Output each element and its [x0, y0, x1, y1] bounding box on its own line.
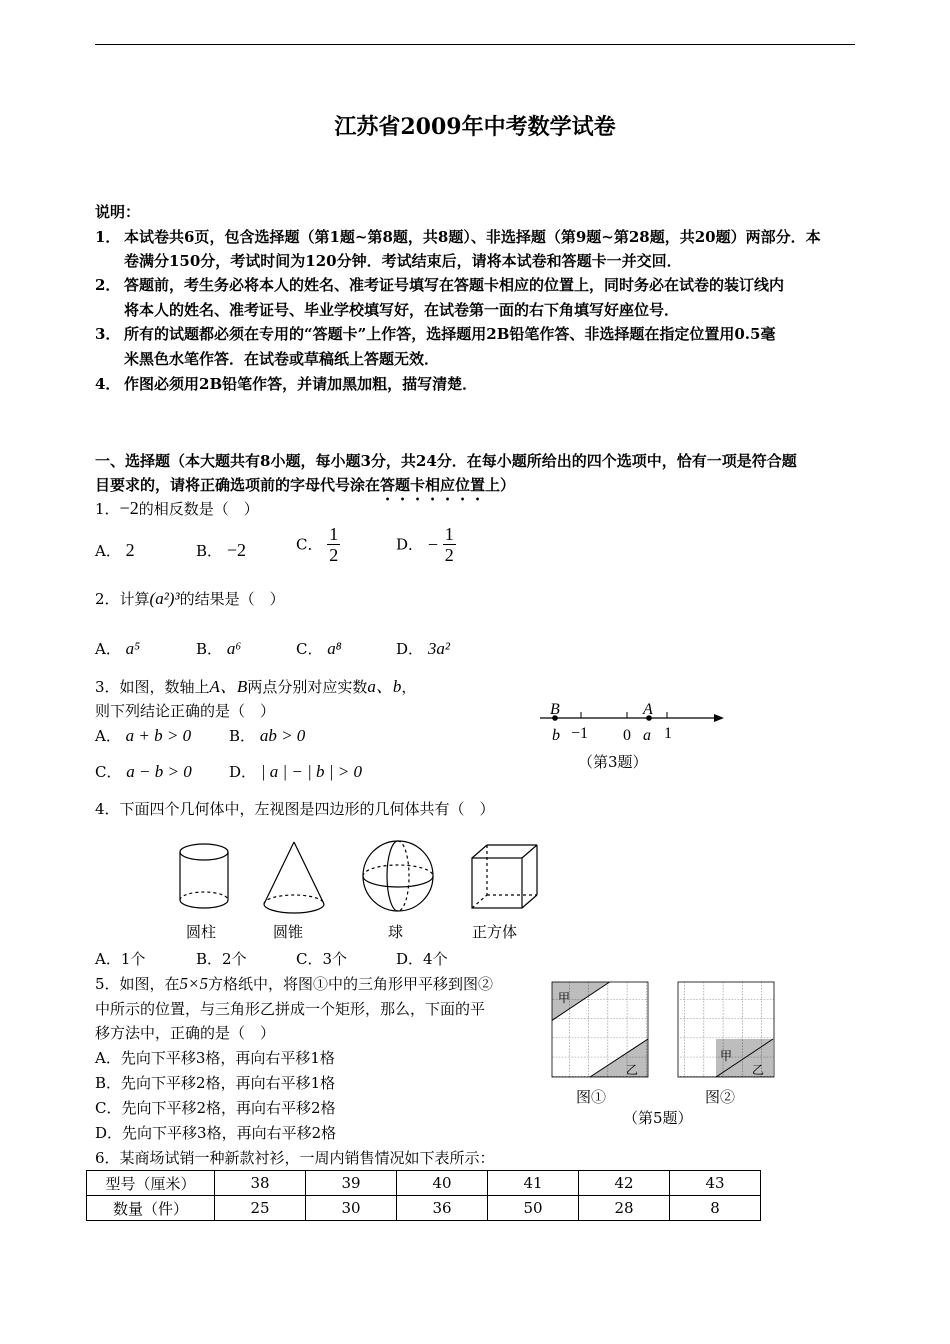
yi-label-2: 乙 [752, 1063, 765, 1077]
q2-stem-text: 的结果是（ ） [179, 590, 285, 608]
section1-line2-a: 目要求的，请将正确选项前的字母代号涂在 [95, 476, 381, 494]
q6-stem: 6．某商场试销一种新款衬衫，一周内销售情况如下表所示： [95, 1149, 495, 1167]
q4-option-d-value: 4个 [423, 950, 448, 968]
one-label: 1 [664, 725, 672, 742]
note-4-num: 4． [95, 375, 121, 393]
q1-option-c-fraction [327, 524, 340, 565]
solid-label-cylinder: 圆柱 [186, 923, 217, 941]
q3-option-c-value: a − b > 0 [126, 762, 192, 781]
q3-option-a [95, 724, 191, 748]
q5-line1-math: 5×5 [179, 974, 209, 993]
note-2-num: 2． [95, 276, 121, 294]
q3-number-line [536, 698, 736, 748]
note-3-line1: 所有的试题都必须在专用的“答题卡”上作答，选择题用2B铅笔作答、非选择题在指定位置用0.5毫 [124, 325, 776, 343]
q4-option-c-label: C． [296, 950, 323, 968]
q2-option-d-value: 3a² [427, 639, 450, 658]
solid-label-cube: 正方体 [472, 923, 518, 941]
q1-option-b [196, 538, 246, 563]
q1-math: −2 [119, 498, 139, 518]
q1-option-c-den: 2 [329, 545, 339, 565]
table-row [87, 1196, 761, 1221]
q4-option-b [196, 947, 247, 971]
q2-option-b [196, 637, 241, 661]
q5-line1-post: 方格纸中，将图①中的三角形甲平移到图② [208, 975, 494, 993]
q2-stem [95, 587, 285, 611]
q2-option-c-value: a⁸ [327, 639, 342, 658]
q2-option-a-label: A． [95, 640, 121, 658]
q1-option-d-label: D． [396, 535, 424, 554]
q3-option-d-label: D． [229, 763, 257, 781]
q1-option-b-value: −2 [226, 540, 246, 560]
point-a-label: A [643, 701, 653, 718]
cone-shape [264, 842, 324, 913]
q3-line1-math2: a、b [367, 677, 402, 696]
q5-option-c [95, 1096, 336, 1120]
table-row [87, 1171, 761, 1196]
q2-option-d [396, 637, 450, 661]
q2-math: (a²)³ [149, 589, 180, 608]
cube-shape [472, 845, 537, 908]
q2-number: 2．计算 [95, 590, 150, 608]
q1-option-a [95, 538, 135, 563]
q5-grid-figures [550, 980, 790, 1080]
solid-label-cone: 圆锥 [273, 923, 304, 941]
q5-figure-cap1: 图① [576, 1088, 607, 1106]
solid-label-sphere: 球 [388, 923, 404, 941]
table-row-head: 数量（件） [87, 1196, 215, 1221]
q1-option-d-sign: − [427, 534, 438, 555]
q5-option-d [95, 1121, 336, 1145]
q5-option-a [95, 1046, 335, 1070]
header-rule [95, 44, 855, 45]
q5-option-c-value: 先向下平移2格，再向右平移2格 [121, 1099, 336, 1117]
yi-label-1: 乙 [626, 1063, 639, 1077]
q3-line1 [95, 675, 416, 699]
q5-option-d-value: 先向下平移3格，再向右平移2格 [122, 1124, 337, 1142]
q2-option-d-label: D． [396, 640, 424, 658]
q1-number: 1． [95, 500, 120, 518]
sphere-shape [363, 841, 433, 911]
q5-option-c-label: C． [95, 1099, 122, 1117]
q4-option-c-value: 3个 [322, 950, 348, 968]
note-3-line2: 米黑色水笔作答．在试卷或草稿纸上答题无效． [124, 350, 440, 368]
table-cell: 38 [215, 1171, 306, 1196]
q2-option-a [95, 637, 140, 661]
q4-option-d-label: D． [396, 950, 424, 968]
q1-option-c [296, 524, 340, 565]
q2-option-b-value: a⁶ [226, 639, 242, 658]
notes-heading: 说明： [95, 203, 141, 221]
q1-option-d-den: 2 [444, 545, 454, 565]
q3-option-c-label: C． [95, 763, 122, 781]
q4-option-a-value: 1个 [120, 950, 146, 968]
q4-option-b-value: 2个 [222, 950, 247, 968]
q2-option-c [296, 637, 342, 661]
section1-line2-emph: 答题卡相应位置 [380, 476, 486, 494]
q3-option-b-label: B． [229, 727, 256, 745]
q2-option-c-label: C． [296, 640, 323, 658]
q3-line2: 则下列结论正确的是（ ） [95, 702, 276, 720]
value-b-label: b [552, 727, 560, 744]
table-cell: 40 [397, 1171, 488, 1196]
q4-option-b-label: B． [196, 950, 223, 968]
minus-one-label: −1 [571, 725, 589, 742]
q1-option-d-num: 1 [444, 524, 454, 544]
page-title: 江苏省2009年中考数学试卷 [334, 114, 616, 140]
section1-line1: 一、选择题（本大题共有8小题，每小题3分，共24分．在每小题所给出的四个选项中，恰有一项是符合题 [95, 452, 797, 470]
q5-option-a-label: A． [95, 1049, 121, 1067]
table-cell: 42 [579, 1171, 670, 1196]
jia-label-2: 甲 [720, 1049, 733, 1063]
q3-figure-caption: （第3题） [578, 753, 648, 771]
note-3-num: 3． [95, 325, 121, 343]
q6-sales-table [86, 1170, 761, 1221]
grid-figure-1 [552, 982, 648, 1077]
table-cell: 36 [397, 1196, 488, 1221]
note-1-line1: 本试卷共6页，包含选择题（第1题~第8题，共8题）、非选择题（第9题~第28题，共20题）两部分．本 [124, 228, 821, 246]
q4-option-a-label: A． [95, 950, 121, 968]
table-cell: 28 [579, 1196, 670, 1221]
table-cell: 39 [306, 1171, 397, 1196]
q3-option-a-label: A． [95, 727, 121, 745]
q3-option-d [229, 760, 362, 784]
q1-stem [95, 496, 259, 521]
q4-stem: 4．下面四个几何体中，左视图是四边形的几何体共有（ ） [95, 800, 495, 818]
q5-option-d-label: D． [95, 1124, 123, 1142]
q5-line1 [95, 972, 493, 996]
zero-label: 0 [623, 727, 631, 744]
q2-option-a-value: a⁵ [125, 639, 141, 658]
q1-option-a-label: A． [95, 542, 121, 560]
q5-option-b [95, 1071, 335, 1095]
q1-option-b-label: B． [196, 542, 223, 560]
q3-option-c [95, 760, 192, 784]
note-1-num: 1． [95, 228, 121, 246]
q4-option-c [296, 947, 347, 971]
q5-option-a-value: 先向下平移3格，再向右平移1格 [120, 1049, 335, 1067]
q5-option-b-value: 先向下平移2格，再向右平移1格 [121, 1074, 336, 1092]
table-cell: 43 [670, 1171, 761, 1196]
q2-option-b-label: B． [196, 640, 223, 658]
note-1-line2: 卷满分150分，考试时间为120分钟．考试结束后，请将本试卷和答题卡一并交回． [124, 252, 682, 270]
note-4-line1: 作图必须用2B铅笔作答，并请加黑加粗，描写清楚． [124, 375, 478, 393]
q3-option-b [229, 724, 305, 748]
table-cell: 41 [488, 1171, 579, 1196]
grid-figure-2 [678, 982, 774, 1077]
table-row-head: 型号（厘米） [87, 1171, 215, 1196]
note-2-line1: 答题前，考生务必将本人的姓名、准考证号填写在答题卡相应的位置上，同时务必在试卷的装订线内 [124, 276, 785, 294]
q1-option-d [396, 524, 456, 565]
q5-option-b-label: B． [95, 1074, 122, 1092]
q5-line3: 移方法中，正确的是（ ） [95, 1024, 276, 1042]
q3-line1-pre: 3．如图，数轴上 [95, 678, 210, 696]
q1-option-d-fraction [443, 524, 456, 565]
q5-figure-caption: （第5题） [623, 1109, 693, 1127]
table-cell: 50 [488, 1196, 579, 1221]
q5-line2: 中所示的位置，与三角形乙拼成一个矩形，那么，下面的平 [95, 1000, 486, 1018]
point-b-label: B [550, 701, 560, 718]
q4-option-d [396, 947, 448, 971]
table-cell: 25 [215, 1196, 306, 1221]
note-2-line2: 将本人的姓名、准考证号、毕业学校填写好，在试卷第一面的右下角填写好座位号． [124, 301, 680, 319]
table-cell: 30 [306, 1196, 397, 1221]
q1-option-c-num: 1 [329, 524, 339, 544]
q3-line1-post: ， [401, 678, 417, 696]
q1-option-c-label: C． [296, 535, 323, 554]
q4-option-a [95, 947, 145, 971]
cylinder-shape [180, 844, 228, 908]
q3-line1-mid: 两点分别对应实数 [247, 678, 368, 696]
q4-solids-figure [170, 838, 560, 918]
q3-option-d-value: | a | − | b | > 0 [260, 762, 362, 781]
q3-line1-math: A、B [209, 677, 248, 696]
q5-line1-pre: 5．如图，在 [95, 975, 180, 993]
q1-option-a-value: 2 [125, 540, 135, 560]
value-a-label: a [643, 727, 651, 744]
q5-figure-cap2: 图② [705, 1088, 736, 1106]
section1-line2-c: 上） [485, 476, 516, 494]
jia-label-1: 甲 [558, 991, 571, 1005]
table-cell: 8 [670, 1196, 761, 1221]
q3-option-b-value: ab > 0 [259, 726, 306, 745]
q1-stem-text: 的相反数是（ ） [138, 500, 259, 518]
q3-option-a-value: a + b > 0 [125, 726, 192, 745]
